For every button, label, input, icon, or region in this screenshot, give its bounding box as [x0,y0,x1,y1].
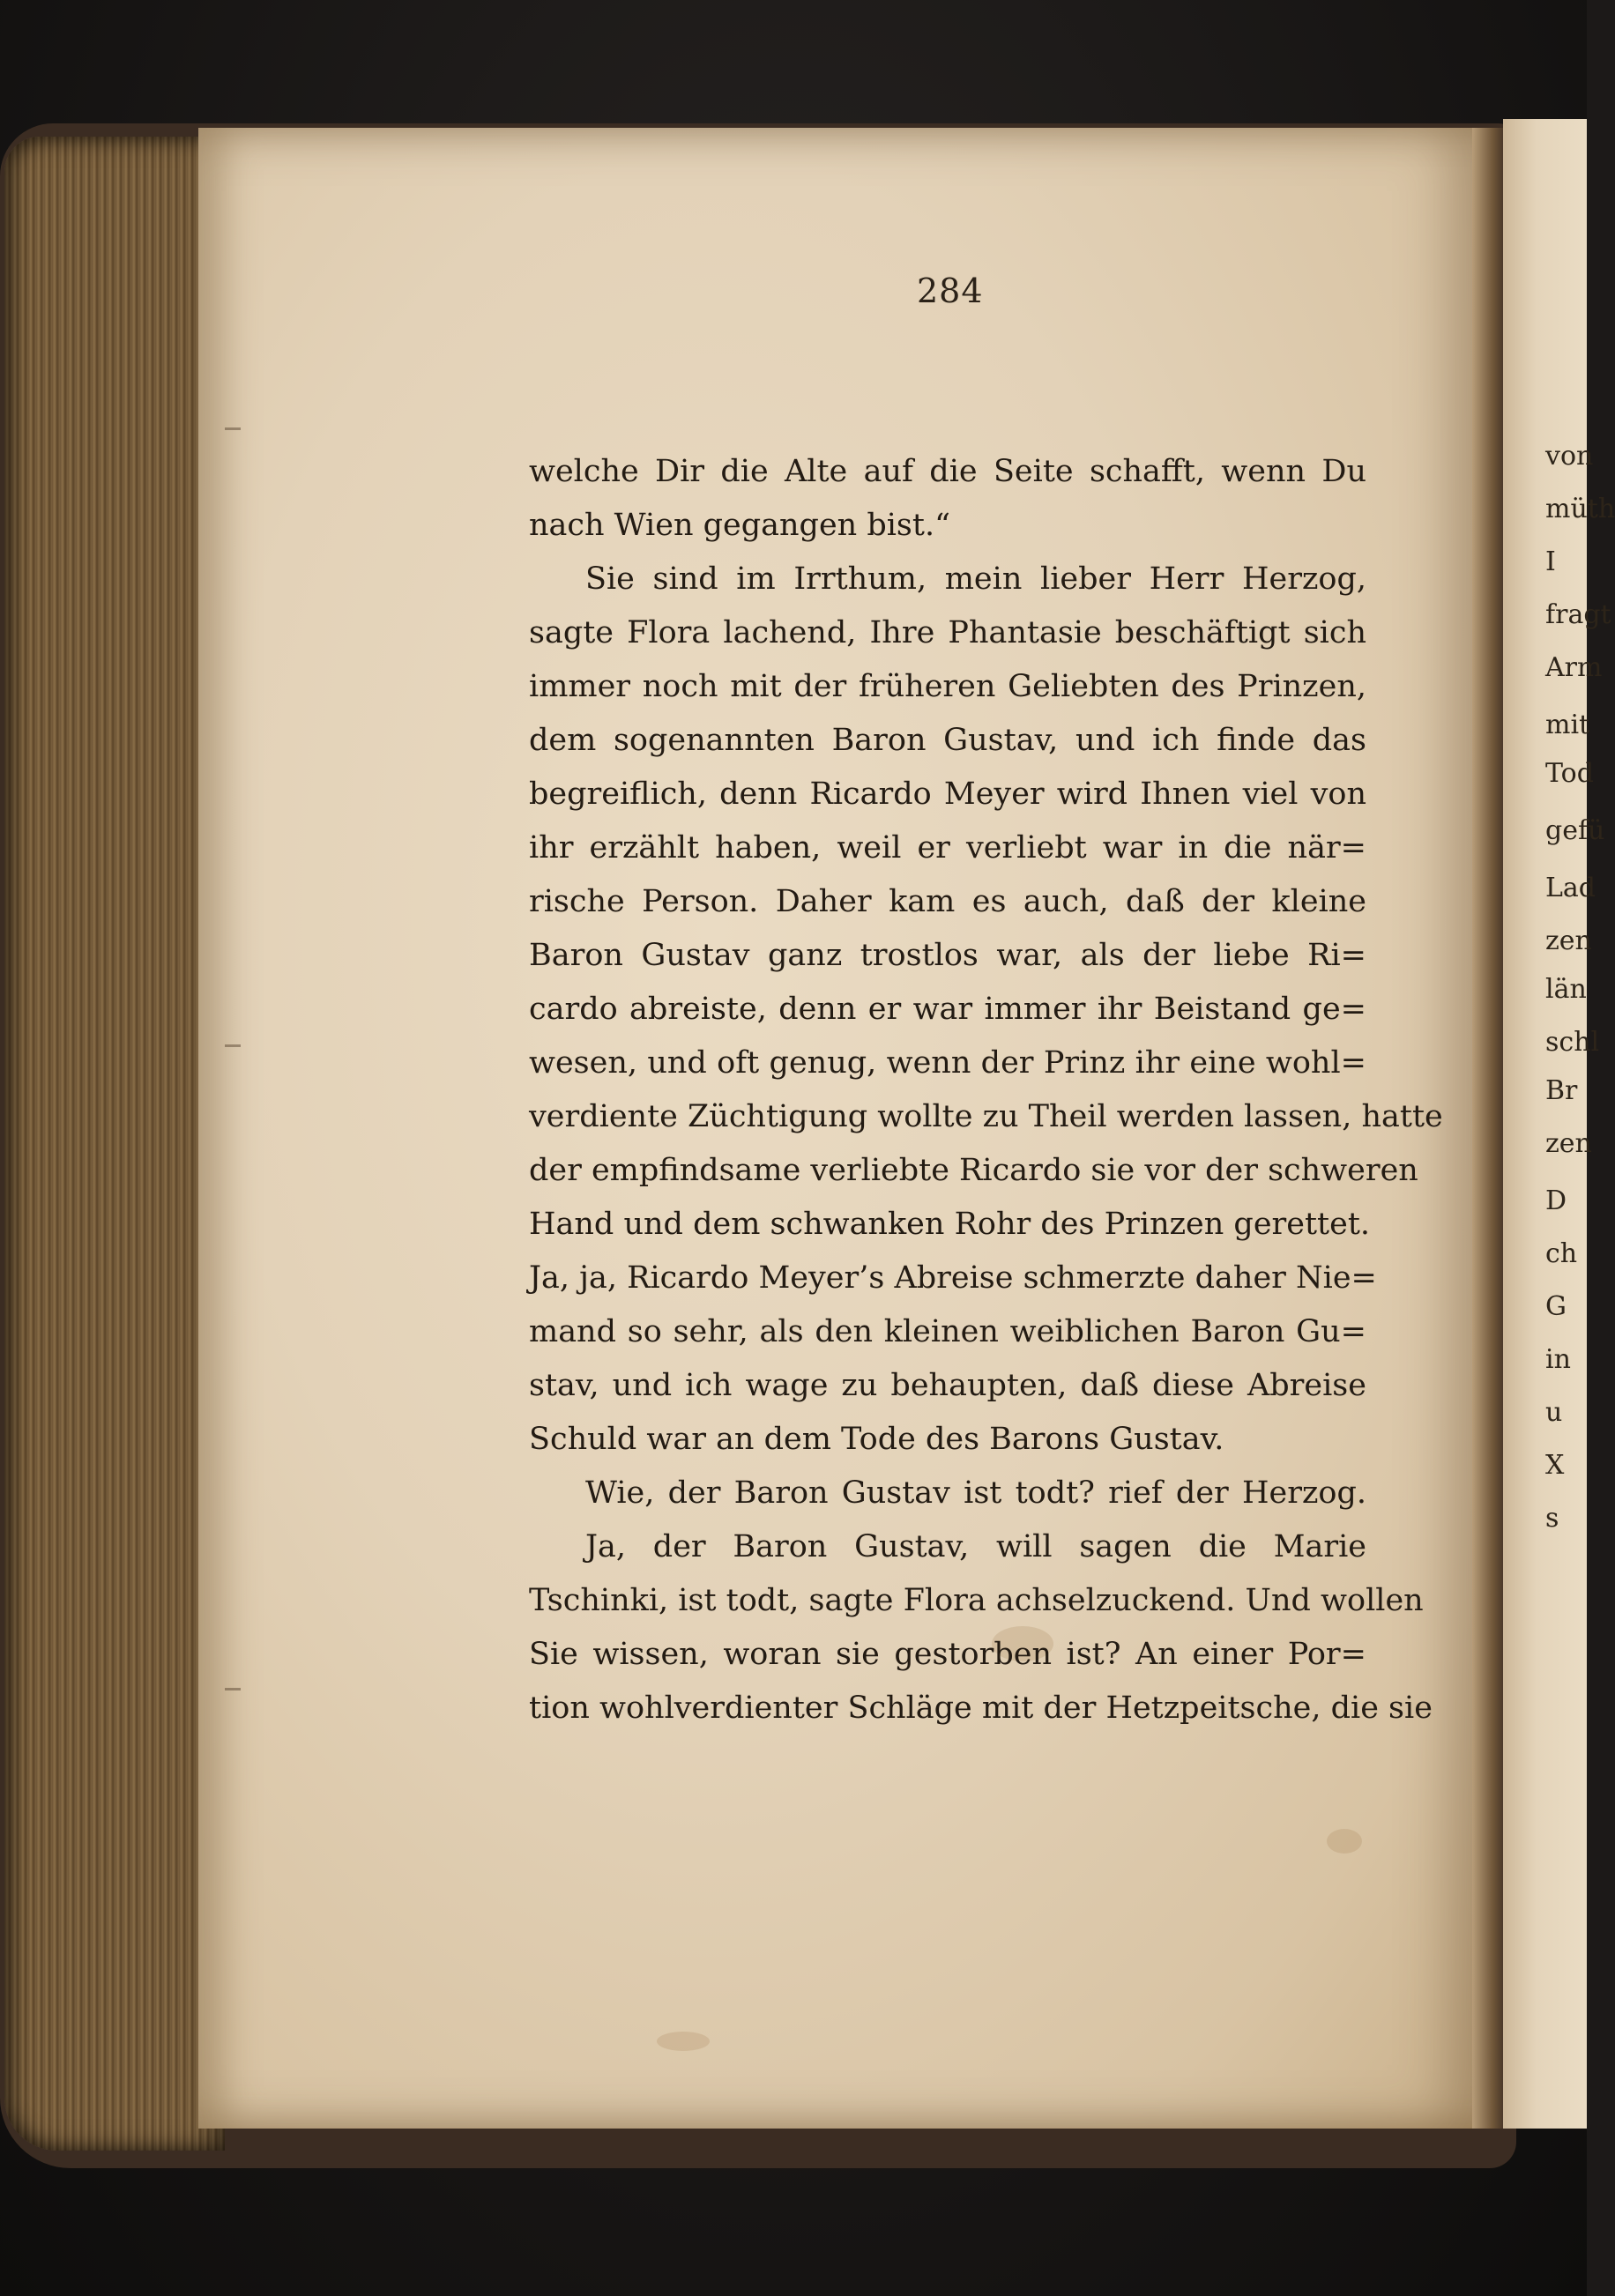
text-line: Wie, der Baron Gustav ist todt? rief der Herzog. [585,1475,1366,1511]
facing-page-text-fragment: Tod [1545,758,1594,789]
facing-page-text-fragment: Lad [1545,873,1596,903]
text-line: Sie wissen, woran sie gestorben ist? An einer Por= [529,1637,1366,1672]
text-line: Schuld war an dem Tode des Barons Gustav. [529,1422,1224,1457]
text-line: wesen, und oft genug, wenn der Prinz ihr eine wohl= [529,1045,1366,1081]
facing-page-text-fragment: Br [1545,1075,1578,1106]
facing-page-text-fragment: müth [1545,494,1615,524]
text-line: Hand und dem schwanken Rohr des Prinzen gerettet. [529,1207,1371,1242]
facing-page-text-fragment: ch [1545,1238,1578,1269]
text-line: cardo abreiste, denn er war immer ihr Beistand ge= [529,992,1366,1027]
facing-page-text-fragment: G [1545,1291,1567,1322]
facing-page-text-fragment: I [1545,546,1556,577]
text-line: Sie sind im Irrthum, mein lieber Herr Herzog, [585,561,1366,597]
text-line: Baron Gustav ganz trostlos war, als der liebe Ri= [529,938,1366,973]
book-gutter [1472,128,1507,2129]
paper-stain [1327,1829,1362,1854]
text-line: immer noch mit der früheren Geliebten des Prinzen, [529,669,1366,704]
text-line: begreiflich, denn Ricardo Meyer wird Ihnen viel von [529,776,1366,812]
paper-stain [657,2032,710,2051]
facing-page-text-fragment: zen [1545,925,1592,956]
text-line: der empfindsame verliebte Ricardo sie vor der schweren [529,1153,1418,1188]
text-line: stav, und ich wage zu behaupten, daß diese Abreise [529,1368,1366,1403]
facing-page-text-fragment: u [1545,1397,1563,1428]
text-line: Ja, ja, Ricardo Meyer’s Abreise schmerzte daher Nie= [529,1260,1377,1296]
text-line: rische Person. Daher kam es auch, daß der kleine [529,884,1366,919]
facing-page-text-fragment: Arm [1545,652,1603,683]
margin-mark [225,1688,241,1690]
text-line: welche Dir die Alte auf die Seite schafft, wenn Du [529,454,1366,489]
facing-page-text-fragment: schl [1545,1027,1600,1058]
text-line: sagte Flora lachend, Ihre Phantasie beschäftigt sich [529,615,1366,650]
facing-page-text-fragment: fragt [1545,599,1611,630]
text-line: nach Wien gegangen bist.“ [529,508,950,543]
page-number: 284 [917,271,984,310]
facing-page-text-fragment: gefü [1545,815,1605,846]
facing-page-text-fragment: s [1545,1503,1559,1534]
facing-page-text-fragment: mit [1545,710,1590,740]
facing-page-text-fragment: in [1545,1344,1571,1375]
margin-mark [225,427,241,430]
facing-page-edge [1503,119,1615,2129]
text-line: tion wohlverdienter Schläge mit der Hetzpeitsche, die sie [529,1690,1433,1726]
page-block-fore-edge [4,137,225,2151]
facing-page-text-fragment: X [1545,1450,1565,1481]
text-line: verdiente Züchtigung wollte zu Theil werden lassen, hatte [529,1099,1443,1134]
facing-page-text-fragment: von [1545,441,1594,472]
margin-mark [225,1044,241,1047]
text-line: dem sogenannten Baron Gustav, und ich finde das [529,723,1366,758]
text-line: Ja, der Baron Gustav, will sagen die Marie [585,1529,1366,1564]
facing-page-text-fragment: D [1545,1185,1567,1216]
body-text [529,445,1443,1735]
facing-page-text-fragment: län [1545,974,1587,1005]
text-line: mand so sehr, als den kleinen weiblichen Baron Gu= [529,1314,1366,1349]
facing-page-text-fragment: zen [1545,1128,1592,1159]
text-line: Tschinki, ist todt, sagte Flora achselzuckend. Und wollen [529,1583,1424,1618]
text-line: ihr erzählt haben, weil er verliebt war in die när= [529,830,1366,866]
